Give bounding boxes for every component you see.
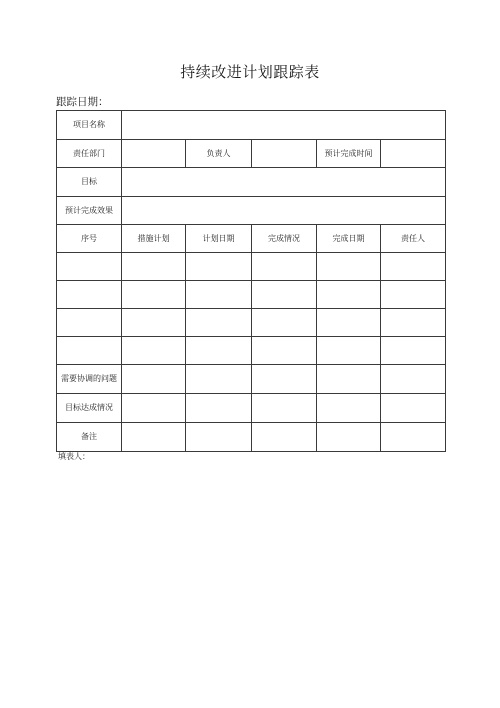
responsible-dept-field[interactable] (122, 140, 186, 168)
expected-effect-field[interactable] (122, 197, 446, 225)
table-cell[interactable] (381, 281, 446, 309)
table-cell[interactable] (122, 309, 186, 337)
table-cell[interactable] (381, 309, 446, 337)
track-date-label: 跟踪日期： (56, 96, 109, 108)
remarks-cell[interactable] (317, 423, 381, 452)
remarks-cell[interactable] (381, 423, 446, 452)
remarks-cell[interactable] (252, 423, 317, 452)
table-row (57, 281, 446, 309)
table-cell[interactable] (252, 309, 317, 337)
goal-achievement-label: 目标达成情况 (57, 394, 122, 423)
table-cell[interactable] (317, 309, 381, 337)
filler-label: 填表人： (58, 452, 90, 461)
responsible-dept-label: 责任部门 (57, 140, 122, 168)
goal-label: 目标 (57, 168, 122, 197)
goal-field[interactable] (122, 168, 446, 197)
goal-achievement-cell[interactable] (317, 394, 381, 423)
table-cell[interactable] (381, 253, 446, 281)
table-cell[interactable] (252, 337, 317, 365)
column-header-index: 序号 (57, 225, 122, 253)
coordination-issues-cell[interactable] (186, 365, 252, 394)
coordination-issues-row (57, 365, 446, 394)
table-cell[interactable] (186, 253, 252, 281)
table-cell[interactable] (57, 337, 122, 365)
table-cell[interactable] (317, 337, 381, 365)
planned-completion-time-label: 预计完成时间 (317, 140, 381, 168)
coordination-issues-cell[interactable] (381, 365, 446, 394)
expected-effect-label: 预计完成效果 (57, 197, 122, 225)
project-name-row (57, 111, 446, 140)
table-cell[interactable] (381, 337, 446, 365)
table-header-row (57, 225, 446, 253)
coordination-issues-label: 需要协调的问题 (57, 365, 122, 394)
column-header-completion-status: 完成情况 (252, 225, 317, 253)
table-cell[interactable] (186, 309, 252, 337)
table-cell[interactable] (57, 253, 122, 281)
goal-achievement-row (57, 394, 446, 423)
goal-achievement-cell[interactable] (186, 394, 252, 423)
goal-achievement-cell[interactable] (252, 394, 317, 423)
goal-achievement-cell[interactable] (381, 394, 446, 423)
column-header-completion-date: 完成日期 (317, 225, 381, 253)
coordination-issues-cell[interactable] (252, 365, 317, 394)
table-cell[interactable] (317, 253, 381, 281)
goal-achievement-cell[interactable] (122, 394, 186, 423)
table-cell[interactable] (122, 281, 186, 309)
table-cell[interactable] (186, 281, 252, 309)
column-header-plan-date: 计划日期 (186, 225, 252, 253)
owner-field[interactable] (252, 140, 317, 168)
project-name-label: 项目名称 (57, 111, 122, 140)
table-row (57, 253, 446, 281)
column-header-measure-plan: 措施计划 (122, 225, 186, 253)
table-row (57, 309, 446, 337)
table-cell[interactable] (57, 281, 122, 309)
coordination-issues-cell[interactable] (317, 365, 381, 394)
table-row (57, 337, 446, 365)
remarks-label: 备注 (57, 423, 122, 452)
form-title: 持续改进计划跟踪表 (180, 63, 320, 81)
dept-owner-row (57, 140, 446, 168)
table-cell[interactable] (122, 253, 186, 281)
table-cell[interactable] (252, 281, 317, 309)
column-header-responsible-person: 责任人 (381, 225, 446, 253)
table-cell[interactable] (252, 253, 317, 281)
table-cell[interactable] (57, 309, 122, 337)
table-cell[interactable] (122, 337, 186, 365)
planned-completion-time-field[interactable] (381, 140, 446, 168)
goal-row (57, 168, 446, 197)
remarks-row (57, 423, 446, 452)
project-name-field[interactable] (122, 111, 446, 140)
table-cell[interactable] (317, 281, 381, 309)
remarks-cell[interactable] (122, 423, 186, 452)
coordination-issues-cell[interactable] (122, 365, 186, 394)
table-cell[interactable] (186, 337, 252, 365)
tracking-table (56, 110, 446, 452)
remarks-cell[interactable] (186, 423, 252, 452)
expected-effect-row (57, 197, 446, 225)
owner-label: 负责人 (186, 140, 252, 168)
